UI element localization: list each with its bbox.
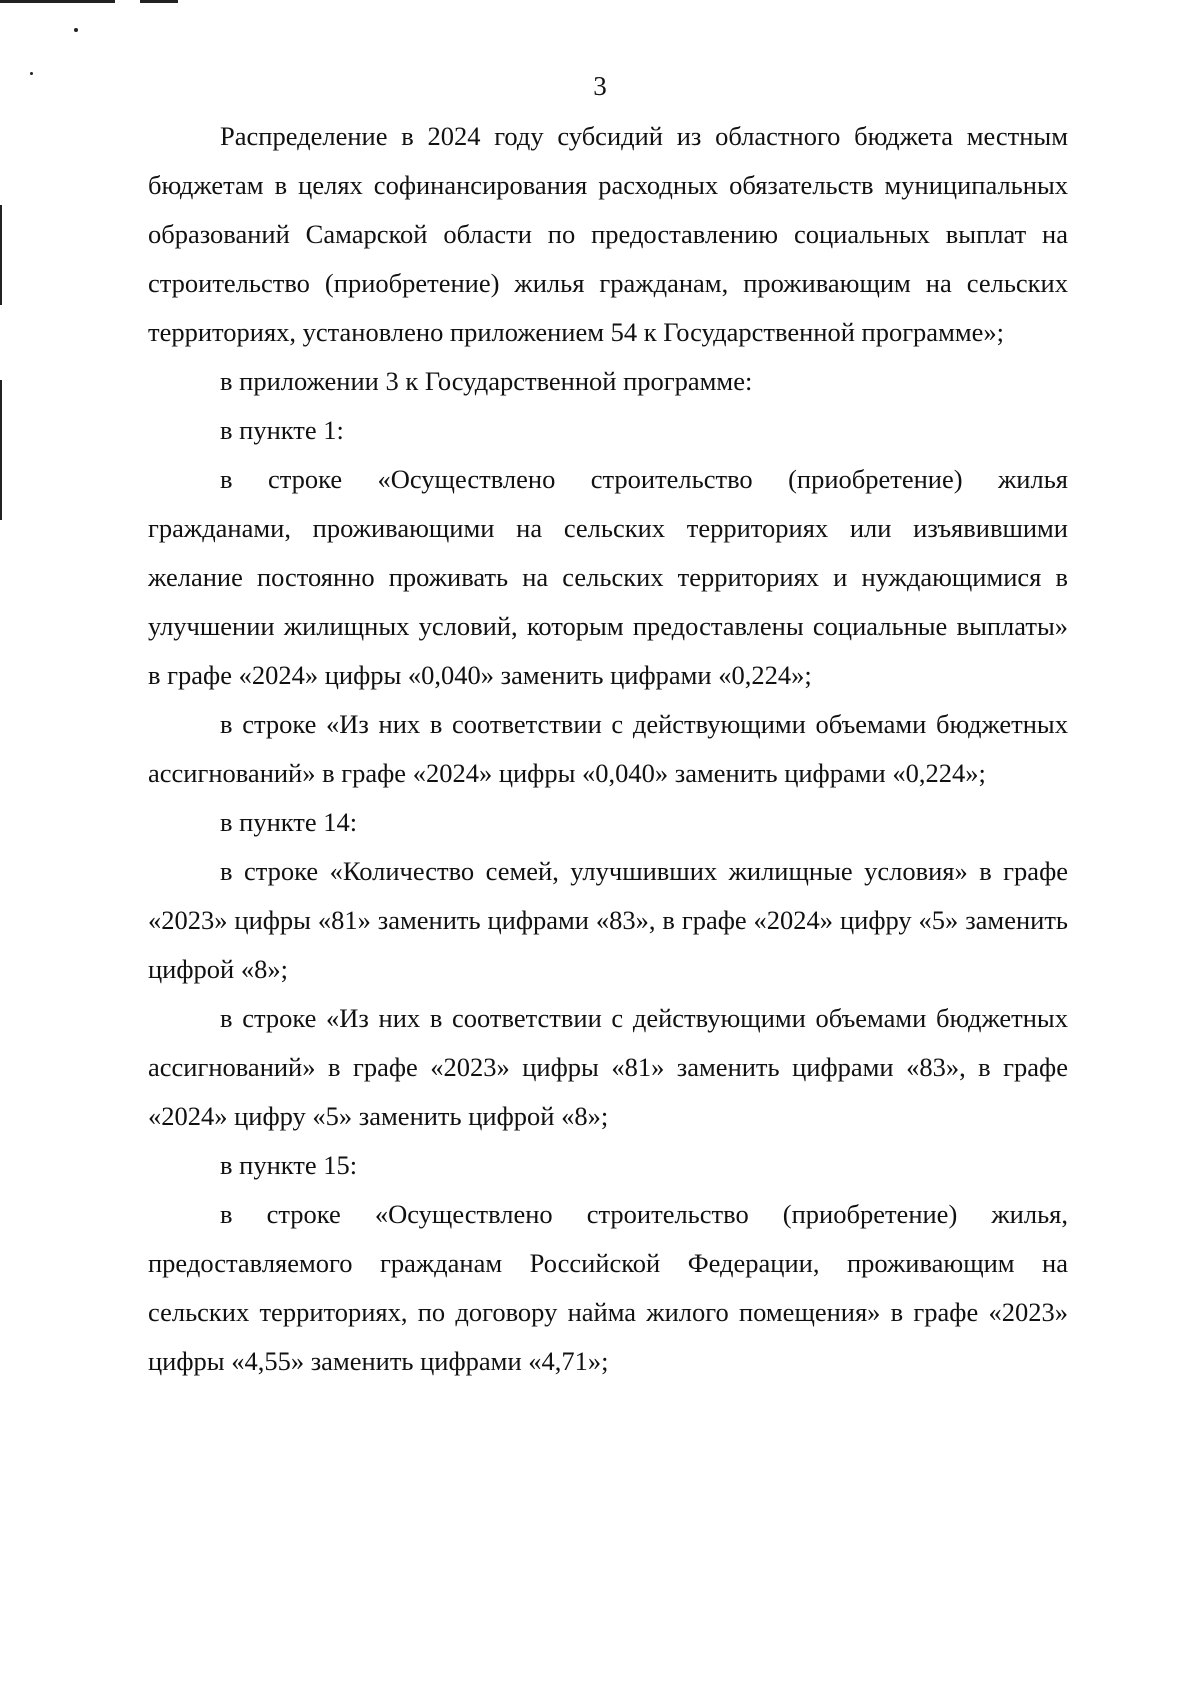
paragraph-item-14: в пункте 14: xyxy=(220,807,358,837)
paragraph-item-1-row-construction: в строке «Осуществлено строительство (приобретение) жилья гражданами, проживающими на сельских территориях или изъявившими желание постоянно проживать на сельских территориях и нуждающимися в улучшении жилищных условий, которым предоставлены социальные выплаты» в графе «2024» цифры «0,040» заменить цифрами «0,224»; xyxy=(148,464,1068,690)
paragraph-item-15: в пункте 15: xyxy=(220,1150,358,1180)
paragraph-item-14-row-families: в строке «Количество семей, улучшивших жилищные условия» в графе «2023» цифры «81» заменить цифрами «83», в графе «2024» цифру «5» заменить цифрой «8»; xyxy=(148,856,1068,984)
scan-artifact-dot-1 xyxy=(74,28,78,32)
scan-artifact-top-line xyxy=(0,0,115,3)
page-number: 3 xyxy=(593,71,607,101)
paragraph-appendix-3: в приложении 3 к Государственной программе: xyxy=(220,366,753,396)
scan-artifact-left-bar-1 xyxy=(0,205,2,305)
paragraph-item-1-row-budget: в строке «Из них в соответствии с действующими объемами бюджетных ассигнований» в графе «2024» цифры «0,040» заменить цифрами «0,224»; xyxy=(148,709,1068,788)
scan-artifact-top-line-2 xyxy=(140,0,178,3)
paragraph-item-14-row-budget: в строке «Из них в соответствии с действующими объемами бюджетных ассигнований» в графе «2023» цифры «81» заменить цифрами «83», в графе «2024» цифру «5» заменить цифрой «8»; xyxy=(148,1003,1068,1131)
document-body xyxy=(148,112,1068,1386)
paragraph-distribution: Распределение в 2024 году субсидий из областного бюджета местным бюджетам в целях софинансирования расходных обязательств муниципальных образований Самарской области по предоставлению социальных выплат на строительство (приобретение) жилья гражданам, проживающим на сельских территориях, установлено приложением 54 к Государственной программе»; xyxy=(148,121,1068,347)
scan-artifact-left-bar-2 xyxy=(0,380,2,520)
paragraph-item-1: в пункте 1: xyxy=(220,415,344,445)
paragraph-item-15-row-construction: в строке «Осуществлено строительство (приобретение) жилья, предоставляемого гражданам Российской Федерации, проживающим на сельских территориях, по договору найма жилого помещения» в графе «2023» цифры «4,55» заменить цифрами «4,71»; xyxy=(148,1199,1068,1376)
